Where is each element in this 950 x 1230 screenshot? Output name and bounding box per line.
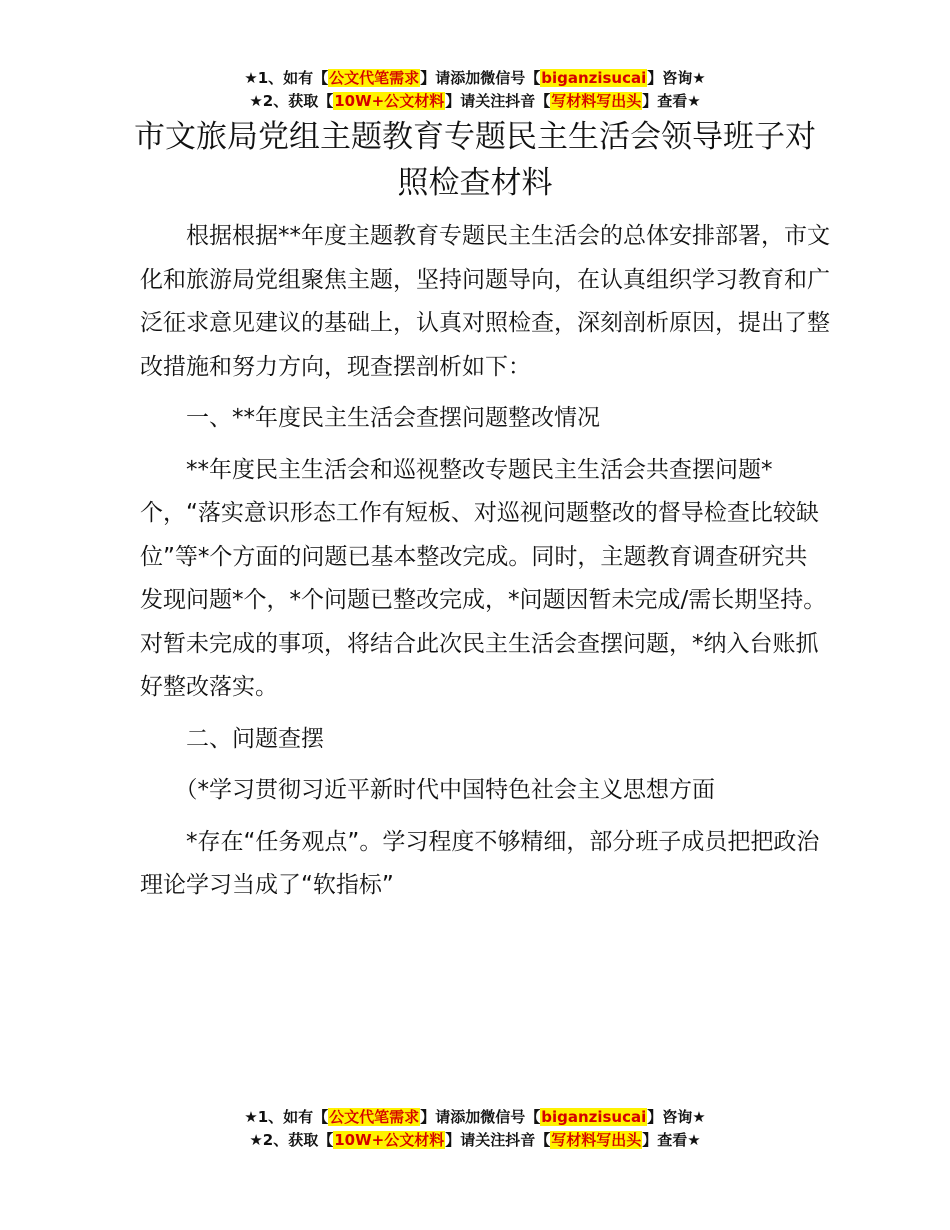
promo-text: 】咨询★ (647, 69, 706, 87)
promo-highlight: 10W+公文材料 (334, 1131, 445, 1149)
document-body (140, 215, 830, 916)
intro-paragraph: 根据根据**年度主题教育专题民主生活会的总体安排部署，市文化和旅游局党组聚焦主题，坚持问题导向，在认真组织学习教育和广泛征求意见建议的基础上，认真对照检查，深刻剖析原因，提出了整改措施和努力方向，现查摆剖析如下： (140, 223, 830, 380)
subsection-heading-1: （*学习贯彻习近平新时代中国特色社会主义思想方面 (174, 777, 715, 803)
promo-line-2 (0, 90, 950, 113)
promo-text: 】查看★ (642, 1131, 701, 1149)
promo-line-1 (0, 67, 950, 90)
promo-text: 】查看★ (642, 92, 701, 110)
promo-text: ★2、获取【 (249, 1131, 334, 1149)
promo-text: 】请添加微信号【 (420, 1108, 541, 1126)
promo-highlight: 写材料写出头 (551, 1131, 642, 1149)
promo-text: 】请关注抖音【 (445, 92, 551, 110)
promo-text: 】咨询★ (647, 1108, 706, 1126)
promo-text: ★1、如有【 (244, 1108, 329, 1126)
promo-text: 】请关注抖音【 (445, 1131, 551, 1149)
issue-paragraph: *存在“任务观点”。学习程度不够精细，部分班子成员把把政治理论学习当成了“软指标” (140, 828, 820, 898)
promo-highlight: 10W+公文材料 (334, 92, 445, 110)
promo-highlight: biganzisucai (541, 1108, 647, 1126)
section-heading-1: 一、**年度民主生活会查摆问题整改情况 (186, 405, 600, 431)
promo-banner-top (0, 67, 950, 113)
section-heading-2: 二、问题查摆 (186, 725, 324, 752)
promo-highlight: 公文代笔需求 (329, 69, 420, 87)
promo-highlight: 公文代笔需求 (329, 1108, 420, 1126)
promo-text: ★1、如有【 (244, 69, 329, 87)
promo-highlight: 写材料写出头 (551, 92, 642, 110)
rectification-paragraph: **年度民主生活会和巡视整改专题民主生活会共查摆问题*个，“落实意识形态工作有短板、对巡视问题整改的督导检查比较缺位”等*个方面的问题已基本整改完成。同时，主题教育调查研究共发现问题*个，*个问题已整改完成，*问题因暂未完成/需长期坚持。对暂未完成的事项，将结合此次民主生活会查摆问题，*纳入台账抓好整改落实。 (140, 456, 827, 700)
promo-highlight: biganzisucai (541, 69, 647, 87)
promo-line-1 (0, 1106, 950, 1129)
promo-line-2 (0, 1129, 950, 1152)
promo-text: 】请添加微信号【 (420, 69, 541, 87)
promo-text: ★2、获取【 (249, 92, 334, 110)
promo-banner-bottom (0, 1106, 950, 1152)
document-title: 市文旅局党组主题教育专题民主生活会领导班子对照检查材料 (134, 119, 816, 201)
